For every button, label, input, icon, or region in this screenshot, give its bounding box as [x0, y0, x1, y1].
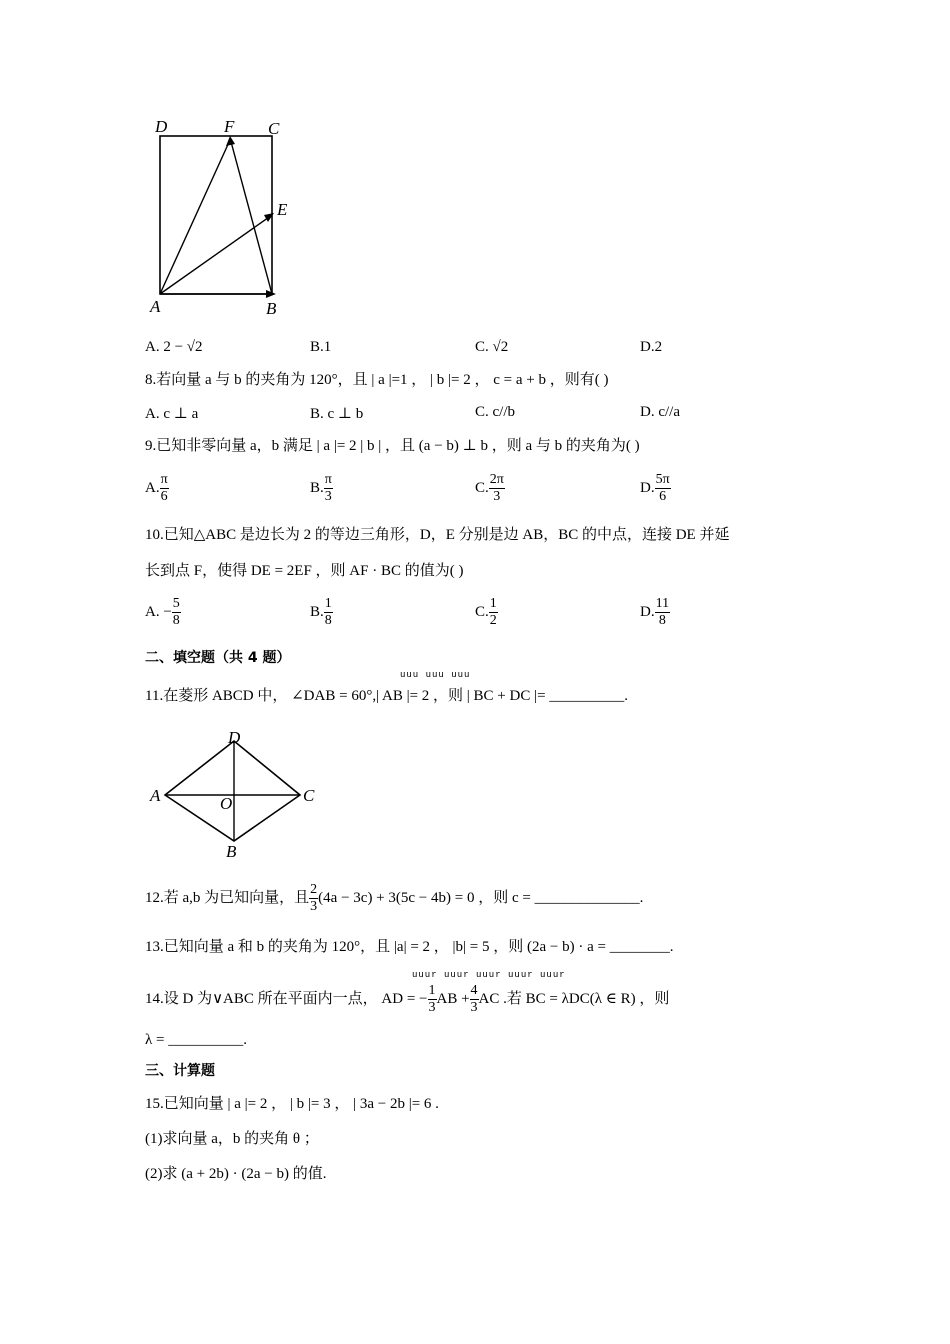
q8-option-d: D. c//a — [640, 404, 680, 420]
q15-part2: (2)求 (a + 2b) · (2a − b) 的值. — [145, 1166, 327, 1182]
q12 — [145, 882, 643, 915]
q10-option-a — [145, 596, 181, 629]
q9-a-num: π — [160, 472, 168, 487]
section-calculation-heading: 三、计算题 — [145, 1063, 215, 1079]
q12-den: 3 — [310, 899, 318, 914]
label-D: D — [155, 117, 168, 136]
q9-option-a-fraction — [160, 472, 169, 505]
q10-b-num: 1 — [324, 596, 332, 611]
q12-prefix: 12.若 a,b 为已知向量，且 — [145, 889, 310, 906]
q11-stem: 11.在菱形 ABCD 中， ∠DAB = 60°,| AB |= 2 ，则 | BC + DC |= __________. — [145, 688, 629, 704]
rhombus-ABCD — [165, 741, 300, 841]
q10-a-den: 8 — [172, 613, 180, 628]
q10-line1: 10.已知△ABC 是边长为 2 的等边三角形，D，E 分别是边 AB，BC 的中点，连接 DE 并延 — [145, 527, 730, 543]
q9-stem: 9.已知非零向量 a，b 满足 | a |= 2 | b | ，且 (a − b) ⊥ b ，则 a 与 b 的夹角为( ) — [145, 438, 640, 454]
label-C: C — [268, 119, 280, 138]
q10-option-d-prefix: D. — [640, 603, 655, 620]
q10-option-d-fraction — [655, 596, 670, 629]
q14-fraction-1 — [428, 983, 437, 1016]
q10-option-b-prefix: B. — [310, 603, 324, 620]
q15-stem: 15.已知向量 | a |= 2 ， | b |= 3 ， | 3a − 2b |= 6 . — [145, 1096, 439, 1112]
q14-line2: λ = __________. — [145, 1032, 247, 1048]
q14 — [145, 983, 669, 1016]
q7-option-c: C. √2 — [475, 339, 509, 355]
q9-option-a — [145, 472, 169, 505]
q12-fraction — [309, 882, 318, 915]
q14-f1-den: 3 — [428, 1000, 436, 1015]
q14-part3: AC .若 BC = λDC(λ ∈ R) ，则 — [478, 990, 670, 1007]
q14-part1: AD = − — [381, 990, 428, 1007]
q10-option-a-fraction — [172, 596, 181, 629]
section-fill-in-heading: 二、填空题（共 4 题） — [145, 650, 291, 666]
q10-option-a-prefix: A. − — [145, 603, 172, 620]
q9-d-den: 6 — [659, 489, 667, 504]
q10-b-den: 8 — [324, 613, 332, 628]
q11-vector-marks: uuu uuu uuu — [400, 670, 471, 680]
q9-option-d — [640, 472, 671, 505]
q9-c-num: 2π — [489, 472, 504, 487]
vector-AF — [160, 140, 230, 294]
q10-option-b — [310, 596, 333, 629]
rhombus-diagram — [140, 725, 330, 865]
q14-fraction-2 — [470, 983, 479, 1016]
q10-d-num: 11 — [655, 596, 670, 611]
label-B2: B — [226, 842, 237, 861]
q9-option-c-prefix: C. — [475, 479, 489, 496]
q9-option-b-fraction — [324, 472, 333, 505]
q12-num: 2 — [310, 882, 318, 897]
q9-option-b — [310, 472, 333, 505]
rectangle-ABCD — [160, 136, 272, 294]
q14-f2-den: 3 — [470, 1000, 478, 1015]
q9-d-num: 5π — [655, 472, 670, 487]
q7-option-d: D.2 — [640, 339, 663, 355]
q9-b-num: π — [324, 472, 332, 487]
rhombus-figure — [140, 725, 330, 865]
q10-d-den: 8 — [658, 613, 666, 628]
q15-part1: (1)求向量 a，b 的夹角 θ ； — [145, 1131, 319, 1147]
q8-stem: 8.若向量 a 与 b 的夹角为 120°，且 | a |=1 ， | b |= 2 ， c = a + b ，则有( ) — [145, 372, 609, 388]
q7-option-a: A. 2 − √2 — [145, 339, 203, 355]
q9-b-den: 3 — [324, 489, 332, 504]
q9-option-c-fraction — [489, 472, 505, 505]
q10-line2: 长到点 F，使得 DE = 2EF ，则 AF · BC 的值为( ) — [145, 563, 464, 579]
q9-option-a-prefix: A. — [145, 479, 160, 496]
label-O: O — [220, 794, 233, 813]
rectangle-vector-diagram — [140, 112, 310, 322]
label-D2: D — [228, 728, 241, 747]
q9-option-b-prefix: B. — [310, 479, 324, 496]
q7-option-b: B.1 — [310, 339, 332, 355]
q8-option-b: B. c ⊥ b — [310, 406, 364, 422]
label-A: A — [150, 297, 161, 316]
q9-c-den: 3 — [493, 489, 501, 504]
q9-option-d-prefix: D. — [640, 479, 655, 496]
q10-option-c — [475, 596, 498, 629]
q10-option-b-fraction — [324, 596, 333, 629]
q10-option-d — [640, 596, 670, 629]
q14-vector-marks: uuur uuur uuur uuur uuur — [412, 970, 566, 980]
q10-a-num: 5 — [172, 596, 180, 611]
q9-a-den: 6 — [160, 489, 168, 504]
q14-f1-num: 1 — [428, 983, 436, 998]
q8-option-c: C. c//b — [475, 404, 515, 420]
q10-c-num: 1 — [489, 596, 497, 611]
label-E: E — [277, 200, 288, 219]
q10-c-den: 2 — [489, 613, 497, 628]
q8-option-a: A. c ⊥ a — [145, 406, 199, 422]
q9-option-d-fraction — [655, 472, 671, 505]
q14-prefix: 14.设 D 为∨ABC 所在平面内一点， — [145, 990, 378, 1007]
label-B: B — [266, 299, 277, 318]
q10-option-c-fraction — [489, 596, 498, 629]
label-C2: C — [303, 786, 315, 805]
q14-f2-num: 4 — [470, 983, 478, 998]
vector-AE — [160, 215, 272, 294]
q13: 13.已知向量 a 和 b 的夹角为 120°，且 |a| = 2 ， |b| = 5 ，则 (2a − b) · a = ________. — [145, 939, 674, 955]
rectangle-vector-figure — [140, 112, 310, 322]
q9-option-c — [475, 472, 505, 505]
q14-part2: AB + — [436, 990, 470, 1007]
q12-suffix: (4a − 3c) + 3(5c − 4b) = 0 ，则 c = ______________. — [318, 889, 644, 906]
label-F: F — [224, 117, 235, 136]
q10-option-c-prefix: C. — [475, 603, 489, 620]
label-A2: A — [150, 786, 161, 805]
